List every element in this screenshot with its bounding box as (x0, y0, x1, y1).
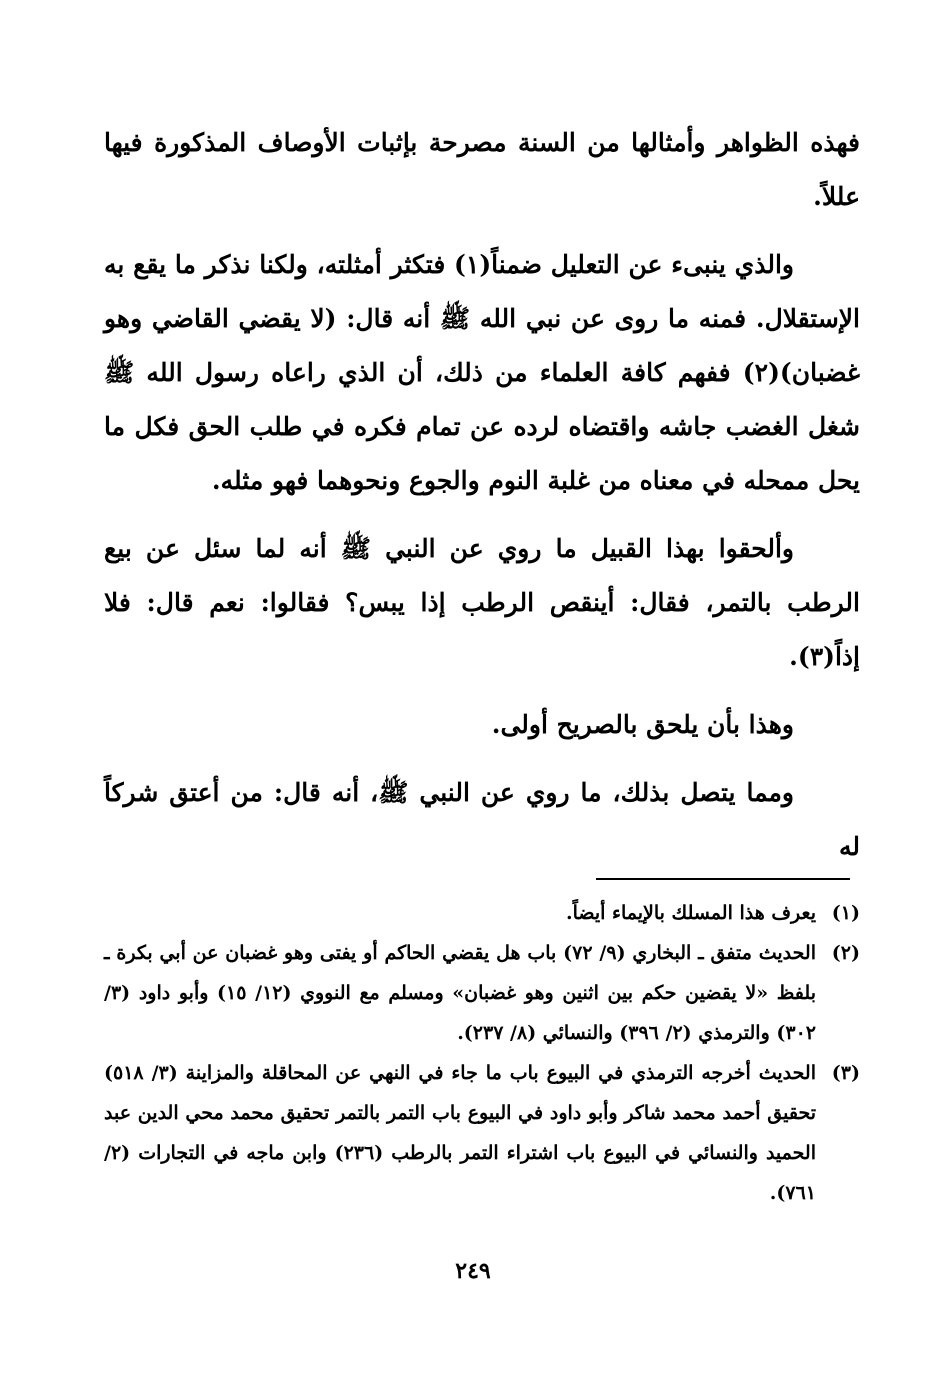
footnote-separator (596, 878, 850, 880)
paragraph: والذي ينبىء عن التعليل ضمناً(١) فتكثر أمثلته، ولكنا نذكر ما يقع به الإستقلال. فمنه ما روى عن نبي الله ﷺ أنه قال: (لا يقضي القاضي وهو غضبان)(٢) ففهم كافة العلماء من ذلك، أن الذي راعاه رسول الله ﷺ شغل الغضب جاشه واقتضاه لرده عن تمام فكره في طلب الحق فكل ما يحل ممحله في معناه من غلبة النوم والجوع ونحوهما فهو مثله. (104, 250, 860, 495)
footnote (104, 893, 860, 933)
paragraph: فهذه الظواهر وأمثالها من السنة مصرحة بإثبات الأوصاف المذكورة فيها عللاً. (104, 128, 860, 211)
footnote-number: (٣) (831, 1062, 860, 1084)
paragraph: وهذا بأن يلحق بالصريح أولى. (491, 710, 794, 739)
footnote-number: (٢) (831, 942, 860, 964)
footnote-text: الحديث متفق ـ البخاري (٩/ ٧٢) باب هل يقضي الحاكم أو يفتى وهو غضبان عن أبي بكرة ـ بلفظ «لا يقضين حكم بين اثنين وهو غضبان» ومسلم مع النووي (١٢/ ١٥) وأبو داود (٣/ ٣٠٢) والترمذي (٢/ ٣٩٦) والنسائي (٨/ ٢٣٧). (104, 942, 816, 1044)
footnote-text: الحديث أخرجه الترمذي في البيوع باب ما جاء في النهي عن المحاقلة والمزاينة (٣/ ٥١٨) تحقيق أحمد محمد شاكر وأبو داود في البيوع باب التمر بالتمر تحقيق محمد محي الدين عبد الحميد والنسائي في البيوع باب اشتراء التمر بالرطب (٢٣٦) وابن ماجه في التجارات (٢/ ٧٦١). (104, 1062, 816, 1204)
paragraph: ومما يتصل بذلك، ما روي عن النبي ﷺ، أنه قال: من أعتق شركاً له (104, 778, 860, 861)
main-body-text (104, 116, 860, 888)
footnote (104, 933, 860, 1053)
paragraph: وألحقوا بهذا القبيل ما روي عن النبي ﷺ أنه لما سئل عن بيع الرطب بالتمر، فقال: أينقص الرطب إذا يبس؟ فقالوا: نعم قال: فلا إذاً(٣). (104, 534, 860, 671)
footnote-text: يعرف هذا المسلك بالإيماء أيضاً. (565, 902, 816, 924)
page-number: ٢٤٩ (455, 1258, 491, 1284)
footnote (104, 1053, 860, 1213)
footnotes-section (104, 893, 860, 1213)
footnote-number: (١) (831, 902, 860, 924)
